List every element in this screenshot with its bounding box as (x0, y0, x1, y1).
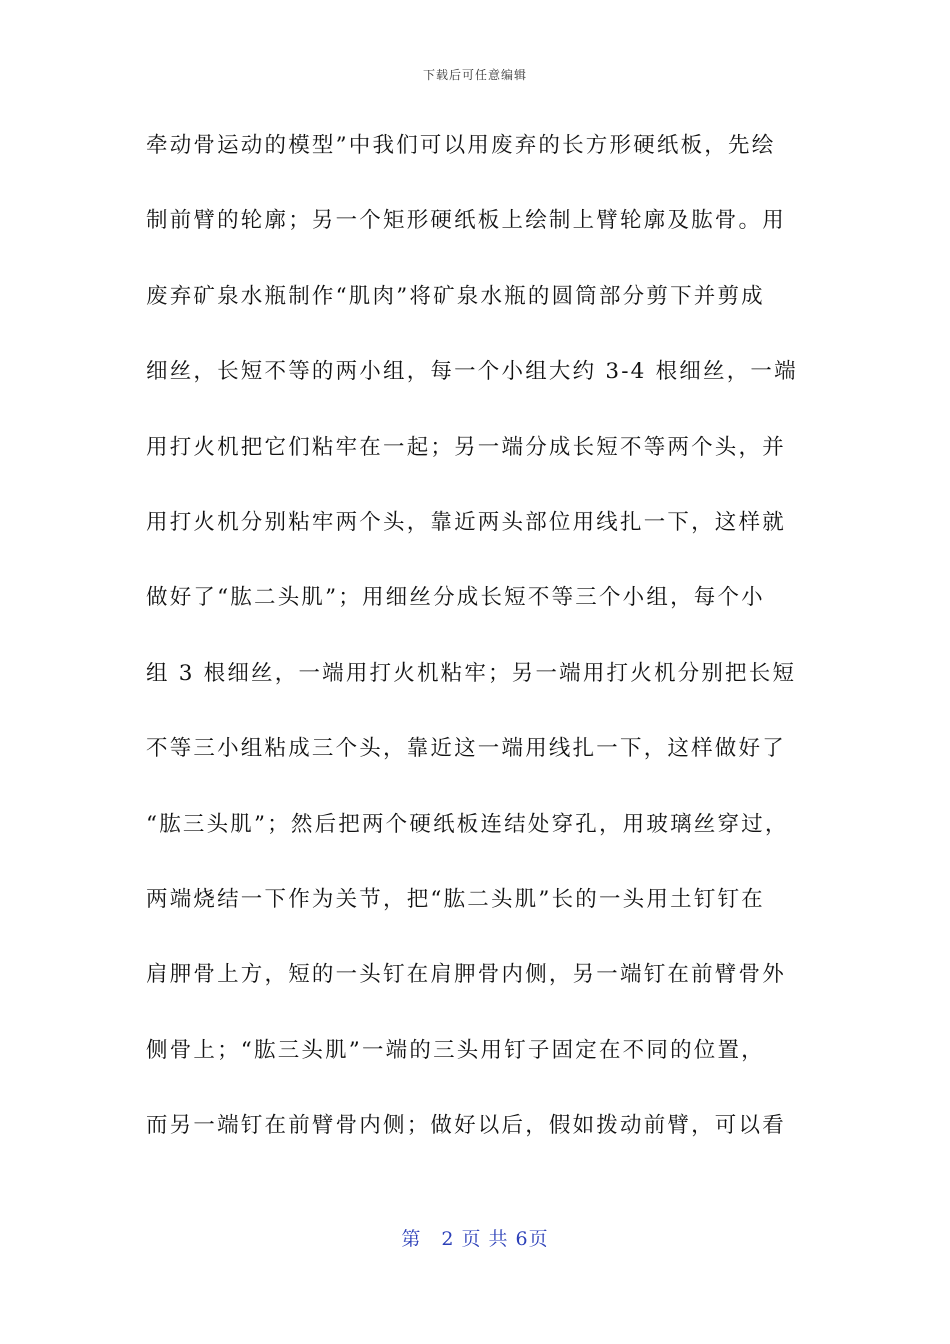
text-line: “肱三头肌”；然后把两个硬纸板连结处穿孔，用玻璃丝穿过， (146, 811, 789, 837)
text-line: 不等三小组粘成三个头，靠近这一端用线扎一下，这样做好了 (146, 736, 786, 762)
text-line: 牵动骨运动的模型”中我们可以用废弃的长方形硬纸板，先绘 (146, 133, 776, 158)
document-body (146, 128, 826, 1183)
text-line: 侧骨上；“肱三头肌”一端的三头用钉子固定在不同的位置， (146, 1037, 765, 1063)
text-line: 而另一端钉在前臂骨内侧；做好以后，假如拨动前臂，可以看 (146, 1113, 786, 1139)
text-line: 肩胛骨上方，短的一头钉在肩胛骨内侧，另一端钉在前臂骨外 (146, 962, 786, 988)
text-line: 组 3 根细丝，一端用打火机粘牢；另一端用打火机分别把长短 (146, 660, 797, 686)
page-number-footer: 第 2 页 共 6页 (401, 1228, 549, 1250)
text-line: 用打火机把它们粘牢在一起；另一端分成长短不等两个头，并 (146, 434, 786, 460)
text-line: 制前臂的轮廓；另一个矩形硬纸板上绘制上臂轮廓及肱骨。用 (146, 208, 786, 234)
page-header: 下载后可任意编辑 (422, 68, 527, 82)
text-line: 废弃矿泉水瓶制作“肌肉”将矿泉水瓶的圆筒部分剪下并剪成 (146, 283, 765, 309)
text-line: 细丝，长短不等的两小组，每一个小组大约 3-4 根细丝，一端 (146, 359, 798, 385)
text-line: 用打火机分别粘牢两个头，靠近两头部位用线扎一下，这样就 (146, 509, 786, 535)
text-line: 两端烧结一下作为关节，把“肱二头肌”长的一头用土钉钉在 (146, 886, 765, 912)
text-line: 做好了“肱二头肌”；用细丝分成长短不等三个小组，每个小 (146, 585, 765, 611)
